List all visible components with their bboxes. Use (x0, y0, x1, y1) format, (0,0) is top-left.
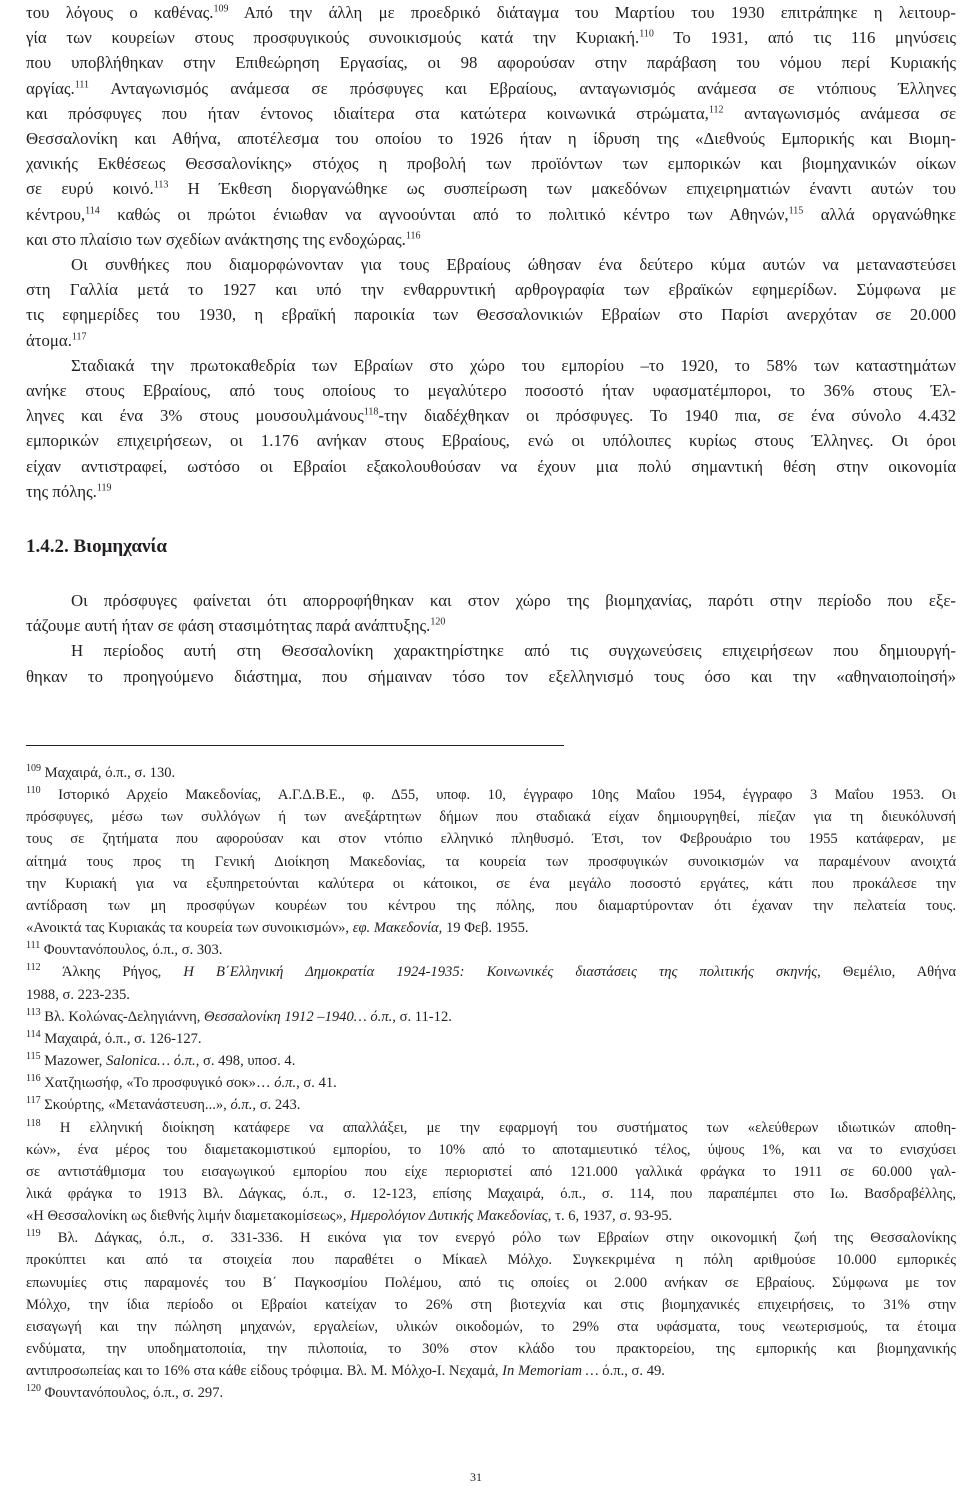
footnote-line: $^{119}$ Βλ. Δάγκας, ό.π., σ. 331-336. Η εικόνα για τον ενεργό ρόλο των Εβραίων στην οικονομική ζωή της Θεσσαλονίκης (26, 1228, 956, 1247)
footnote-line: εισαγωγή και την πώληση μηχανών, εργαλείων, υλικών οικοδομών, το 29% στα υφάσματα, τους νεωτερισμούς, τα έτοιμα (26, 1318, 956, 1335)
text-run: Σταδιακά την πρωτοκαθεδρία των Εβραίων στο χώρο του εμπορίου –το 1920, το 58% των καταστημάτων (71, 355, 956, 375)
page-number: 31 (470, 1470, 482, 1484)
text-run: τις εφημερίδες του 1930, η εβραϊκή παροικία των Θεσσαλονικιών Εβραίων στο Παρίσι ανερχόταν σε 20.000 (26, 305, 956, 325)
text-run: -την διαδέχθηκαν οι πρόσφυγες. Το 1940 πια, σε ένα σύνολο 4.432 (378, 406, 957, 426)
text-line (26, 176, 956, 201)
footnote-line: αίτημά τους προς τη Γενική Διοίκηση Μακεδονίας, τα κουρεία των προσφυγικών συνοικισμών να παραμένουν ανοιχτά (26, 853, 956, 870)
text-line (26, 277, 956, 302)
footnote-marker[interactable]: 117 (71, 331, 87, 343)
footnote-marker[interactable]: 120 (430, 616, 446, 628)
footnote (26, 1006, 956, 1028)
footnote-marker[interactable]: 119 (96, 482, 112, 494)
text-run: στη Γαλλία μετά το 1927 και υπό την ενθαρρυντική αρθρογραφία των εβραϊκών εφημερίδων. Σύμφωνα με (26, 280, 956, 300)
text-line (26, 101, 956, 126)
footnote (26, 1227, 956, 1382)
paragraph (26, 353, 956, 504)
footnote-line: $^{111}$ Φουντανόπουλος, ό.π., σ. 303. (26, 940, 223, 959)
text-line (26, 227, 956, 252)
footnote-line: αντίδραση των μη προσφύγων κουρέων του κέντρου της πόλης, που διαμαρτύρονταν ότι έχαναν την πελατεία τους. (26, 897, 956, 914)
footnote-line: $^{114}$ Μαχαιρά, ό.π., σ. 126-127. (26, 1029, 202, 1047)
text-line (26, 479, 956, 504)
paragraph (26, 638, 956, 688)
text-line (26, 25, 956, 50)
text-line (26, 588, 956, 613)
footnote-line: $^{116}$ Χατζηιωσήφ, «Το προσφυγικό σοκ»… ό.π., σ. 41. (26, 1073, 337, 1092)
text-run: γία των κουρείων στους προσφυγικούς συνοικισμούς κατά την Κυριακή. (26, 28, 640, 48)
footnote (26, 762, 956, 784)
footnote (26, 939, 956, 961)
text-run: του λόγους ο καθένας. (26, 3, 214, 22)
footnote (26, 1117, 956, 1228)
text-run: και στο πλαίσιο των σχεδίων ανάκτησης της ενδοχώρας. (26, 229, 406, 249)
text-run: Ανταγωνισμός ανάμεσα σε πρόσφυγες και Εβραίους, ανταγωνισμός ανάμεσα σε ντόπιους Έλληνες (89, 78, 956, 98)
footnote-line: επωνυμίες στις παραμονές του Β΄ Παγκοσμίου Πολέμου, από τις οποίες οι 2.000 ανήκαν σε Εβραίους. Σύμφωνα με τον (26, 1274, 956, 1291)
footnote-line: πρόσφυγες, μέσω των συλλόγων ή των ανεξάρτητων δήμων που σταδιακά είχαν δημιουργηθεί, πίεζαν για τη διευκόλυνσή (26, 809, 956, 826)
footnote-marker[interactable]: 118 (363, 406, 379, 418)
text-line (26, 403, 956, 428)
text-run: αργίας. (26, 78, 75, 98)
paragraph (26, 588, 956, 638)
footnote-marker[interactable]: 113 (153, 179, 169, 191)
text-line (26, 613, 956, 638)
paragraph (26, 0, 956, 252)
footnote-line: «Η Θεσσαλονίκη ως διεθνής λιμήν διαμετακομίσεως», Ημερολόγιον Δυτικής Μακεδονίας, τ. 6, 1937, σ. 93-95. (26, 1208, 673, 1225)
text-run: σε ευρύ κοινό. (26, 179, 154, 199)
footnote (26, 1028, 956, 1050)
footnote-line: 1988, σ. 223-235. (26, 986, 130, 1003)
text-line (26, 328, 956, 353)
footnote-separator (26, 745, 564, 746)
text-run: Η Έκθεση διοργανώθηκε ως συσπείρωση των μακεδόνων επιχειρηματιών έναντι αυτών του (168, 179, 956, 199)
footnote (26, 1094, 956, 1116)
footnote (26, 1382, 956, 1404)
text-run: άτομα. (26, 330, 72, 350)
text-line (26, 0, 956, 25)
footnote (26, 961, 956, 1005)
text-line (26, 664, 956, 689)
footnote-marker[interactable]: 114 (85, 205, 100, 217)
footnote-line: τους σε ζητήματα που αφορούσαν και στον ντόπιο ελληνικό πληθυσμό. Έτσι, τον Φεβρουάριο του 1955 κατάφεραν, με (26, 831, 956, 848)
text-run: ανταγωνισμός ανάμεσα σε (723, 103, 956, 123)
footnote (26, 1050, 956, 1072)
footnote-line: $^{113}$ Βλ. Κολώνας-Δεληγιάννη, Θεσσαλονίκη 1912 –1940… ό.π., σ. 11-12. (26, 1006, 452, 1025)
text-run: αλλά οργανώθηκε (803, 204, 957, 224)
text-run: τάζουμε αυτή ήταν σε φάση στασιμότητας παρά ανάπτυξης. (26, 616, 431, 636)
footnote-line: Μόλχο, την ίδια περίοδο οι Εβραίοι κατείχαν το 26% στη βιοτεχνία και στις βιομηχανικές επιχειρήσεις, το 31% στην (26, 1296, 956, 1313)
footnote-marker[interactable]: 110 (639, 28, 654, 40)
paragraph (26, 252, 956, 353)
text-run: και πρόσφυγες που ήταν έντονος ιδιαίτερα στα κατώτερα κοινωνικά στρώματα, (26, 103, 709, 123)
footnote-line: σε αντιστάθμισμα του εισαγωγικού εμπορίου που είχε περιοριστεί από 121.000 γαλλικά φράγκα το 1911 σε 60.000 γαλ- (26, 1163, 956, 1180)
text-line (26, 378, 956, 403)
text-line (26, 126, 956, 151)
text-run: είχαν αντιστραφεί, ωστόσο οι Εβραίοι εξακολουθούσαν να έχουν μια πολύ σημαντική θέση στην οικονομία (26, 456, 956, 476)
footnote-marker[interactable]: 116 (405, 230, 421, 242)
footnotes (26, 762, 956, 1405)
footnote (26, 784, 956, 939)
text-line (26, 454, 956, 479)
footnote-line: «Ανοικτά τας Κυριακάς τα κουρεία των συνοικισμών», εφ. Μακεδονία, 19 Φεβ. 1955. (26, 920, 529, 937)
footnote-line: την Κυριακή για να εξυπηρετούνται καλύτερα οι κάτοικοι, σε ένα μεγάλο ποσοστό εργάτες, κάτι που προκάλεσε την (26, 875, 956, 892)
footnote-line: $^{117}$ Σκούρτης, «Μετανάστευση...», ό.π., σ. 243. (26, 1095, 301, 1114)
text-line (26, 638, 956, 663)
text-line (26, 252, 956, 277)
text-run: Η περίοδος αυτή στη Θεσσαλονίκη χαρακτηρίστηκε από τις συγχωνεύσεις επιχειρήσεων που δημιουργή- (71, 641, 956, 661)
footnote-line: αντιπροσωπείας και το 16% στα κάθε είδους τρόφιμα. Βλ. Μ. Μόλχο-Ι. Νεχαμά, In Memoriam … ό.π., σ. 49. (26, 1363, 665, 1380)
body-text (26, 0, 956, 504)
footnote-marker[interactable]: 115 (788, 205, 804, 217)
text-run: Θεσσαλονίκη και Αθήνα, αποτέλεσμα του οποίου το 1926 ήταν η ίδρυση της «Διεθνούς Εμπορικής και Βιομη- (26, 129, 956, 149)
text-run: εμπορικών επιχειρήσεων, οι 1.176 ανήκαν στους Εβραίους, ενώ οι υπόλοιπες κυρίως στους Έλληνες. Οι όροι (26, 431, 956, 451)
text-run: που υποβλήθηκαν στην Επιθεώρηση Εργασίας, οι 98 αφορούσαν στην παράβαση του νόμου περί Κυριακής (26, 53, 956, 73)
text-run: Οι συνθήκες που διαμορφώνονταν για τους Εβραίους ώθησαν ένα δεύτερο κύμα αυτών να μεταναστεύσει (71, 255, 956, 275)
text-line (26, 151, 956, 176)
footnote-line: $^{115}$ Mazower, Salonica… ό.π., σ. 498, υποσ. 4. (26, 1051, 296, 1070)
footnote-line: $^{120}$ Φουντανόπουλος, ό.π., σ. 297. (26, 1383, 224, 1402)
section-heading: 1.4.2. Βιομηχανία (26, 536, 167, 557)
footnote-line: $^{110}$ Ιστορικό Αρχείο Μακεδονίας, Α.Γ.Δ.Β.Ε., φ. Δ55, υποφ. 10, έγγραφο 10ης Μαΐου 1954, έγγραφο 3 Μαΐου 1953. Οι (26, 785, 956, 804)
footnote-line: $^{112}$ Άλκης Ρήγος, Η Β΄Ελληνική Δημοκρατία 1924-1935: Κοινωνικές διαστάσεις της πολιτικής σκηνής, Θεμέλιο, Αθήνα (26, 962, 956, 981)
text-run: Από την άλλη με προεδρικό διάταγμα του Μαρτίου του 1930 επιτράπηκε η λειτουρ- (228, 3, 956, 22)
text-line (26, 202, 956, 227)
text-line (26, 353, 956, 378)
text-run: Το 1931, από τις 116 μηνύσεις (653, 28, 956, 48)
text-line (26, 428, 956, 453)
text-run: ανήκε στους Εβραίους, από τους οποίους το μεγαλύτερο ποσοστό ήταν υφασματέμποροι, το 36% στους Έλ- (26, 381, 956, 401)
footnote-line: προκύπτει και από τα στοιχεία που παραθέτει ο Μίκαελ Μόλχο. Συγκεκριμένα η πόλη αριθμούσε 10.000 εμπορικές (26, 1252, 956, 1269)
footnote-line: ενδύματα, την υποδηματοποιία, την πιλοποιία, το 30% στον κλάδο του πρακτορείου, της εμπορικής και βιομηχανικής (26, 1341, 956, 1358)
text-line (26, 50, 956, 75)
footnote-marker[interactable]: 111 (74, 79, 89, 91)
text-line (26, 302, 956, 327)
text-run: καθώς οι πρώτοι ένιωθαν να αγνοούνται από το πολιτικό κέντρο των Αθηνών, (99, 204, 789, 224)
text-run: χανικής Εκθέσεως Θεσσαλονίκης» στόχος η προβολή των προϊόντων των εμπορικών και βιομηχανικών οίκων (26, 154, 956, 174)
footnote-line: $^{118}$ Η ελληνική διοίκηση κατάφερε να απαλλάξει, με την εφαρμογή του συστήματος των «ελεύθερων ιδιωτικών αποθη- (26, 1117, 956, 1136)
text-run: ληνες και ένα 3% στους μουσουλμάνους (26, 406, 364, 426)
text-run: Οι πρόσφυγες φαίνεται ότι απορροφήθηκαν και στον χώρο της βιομηχανίας, παρότι στην περίοδο που εξε- (71, 591, 956, 610)
footnote-marker[interactable]: 112 (708, 104, 724, 116)
text-run: της πόλης. (26, 481, 97, 501)
text-line (26, 76, 956, 101)
text-run: θηκαν το προηγούμενο διάστημα, που σήμαιναν τόσο τον εξελληνισμό τους όσο και την «αθηναιοποίησή» (26, 666, 956, 686)
body-text-section (26, 588, 956, 689)
footnote-line: λικά φράγκα το 1913 Βλ. Δάγκας, ό.π., σ. 12-123, επίσης Μαχαιρά, ό.π., σ. 114, που παραπέμπει στο Ιω. Βασδραβέλλης, (26, 1185, 956, 1202)
footnote (26, 1072, 956, 1094)
footnote-line: κών», ένα μέρος του διαμετακομιστικού εμπορίου, το 10% από το αποταμιευτικό τέλος, ύψους 1%, και να το ενισχύσει (26, 1141, 956, 1158)
footnote-line: $^{109}$ Μαχαιρά, ό.π., σ. 130. (26, 763, 176, 781)
text-run: κέντρου, (26, 204, 86, 224)
footnote-marker[interactable]: 109 (213, 3, 229, 15)
